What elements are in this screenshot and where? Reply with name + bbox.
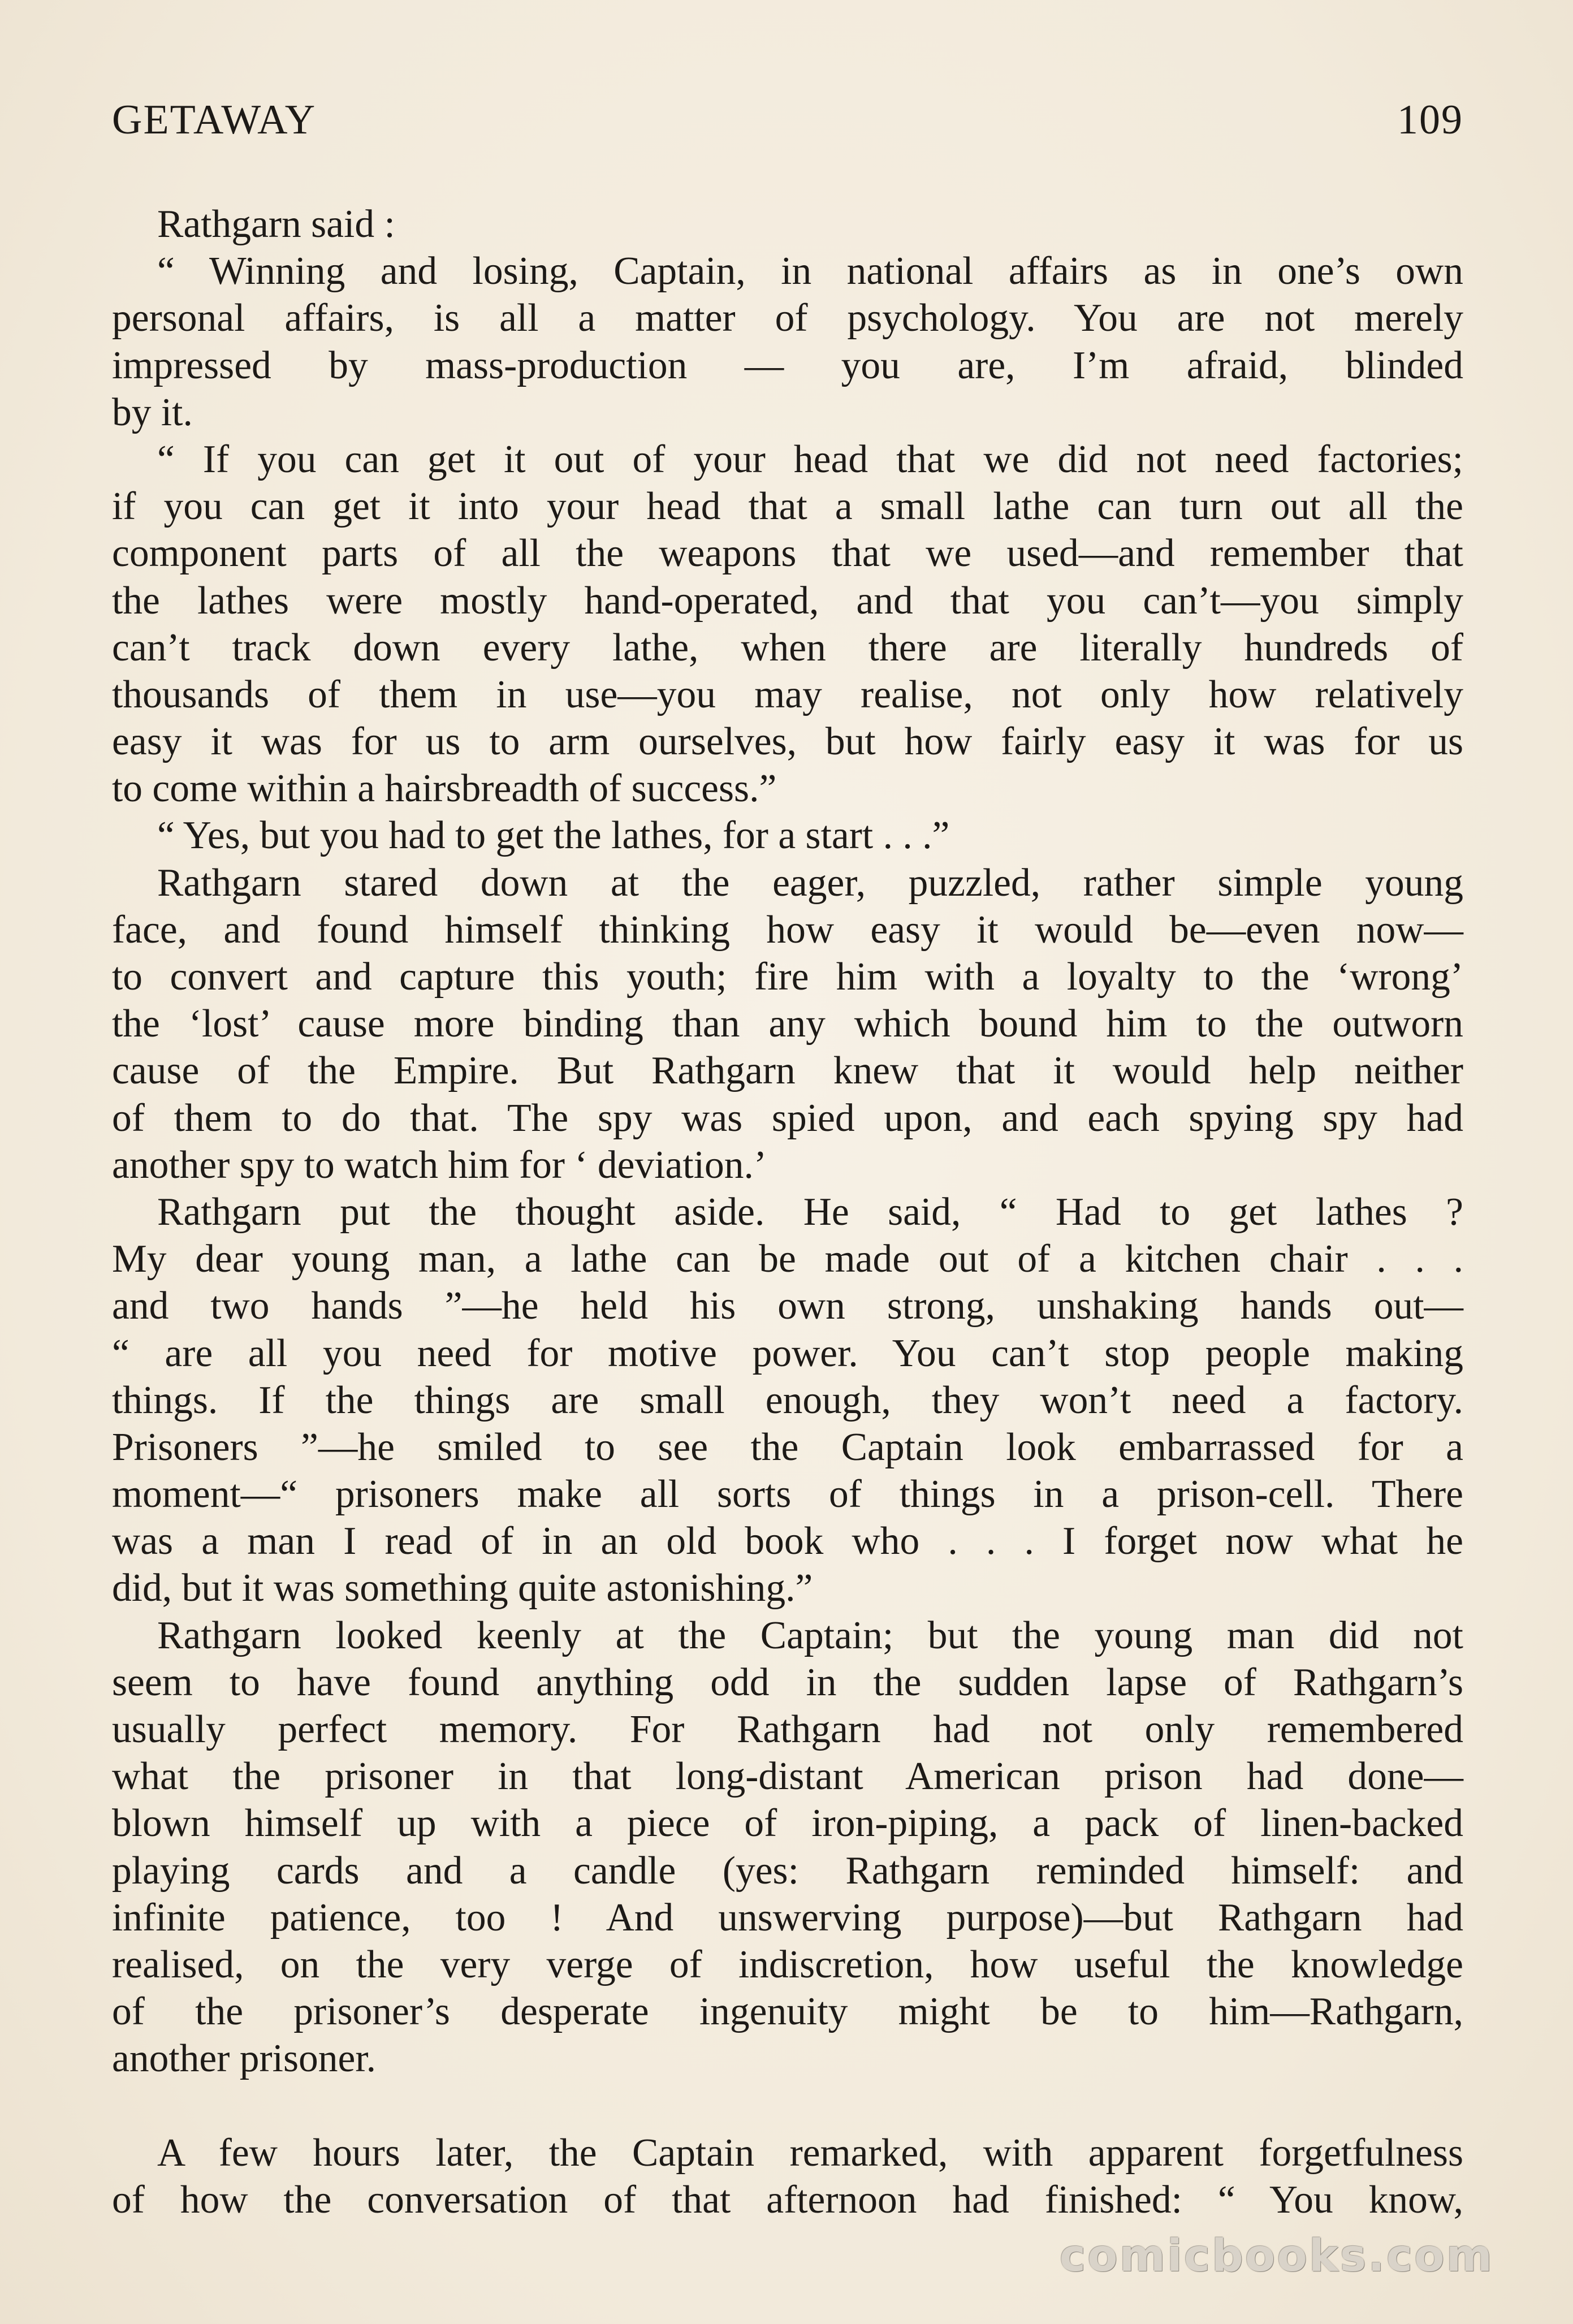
text-line: by it. <box>112 390 193 434</box>
text-line: of them to do that. The spy was spied upon, and each spying spy had <box>112 1096 1463 1140</box>
text-line: blown himself up with a piece of iron-piping, a pack of linen-backed <box>112 1802 1463 1846</box>
text-line: to convert and capture this youth; fire him with a loyalty to the ‘wrong’ <box>112 955 1463 999</box>
text-line: face, and found himself thinking how easy it would be—even now— <box>112 908 1463 952</box>
text-line: easy it was for us to arm ourselves, but how fairly easy it was for us <box>112 720 1463 764</box>
text-line: of the prisoner’s desperate ingenuity might be to him—Rathgarn, <box>112 1990 1463 2034</box>
text-line: if you can get it into your head that a small lathe can turn out all the <box>112 485 1463 529</box>
text-line: of how the conversation of that afternoon had finished: “ You know, <box>112 2178 1463 2222</box>
text-line: another spy to watch him for ‘ deviation.’ <box>112 1143 767 1187</box>
text-line: can’t track down every lathe, when there are literally hundreds of <box>112 625 1463 669</box>
text-line: impressed by mass-production — you are, I’m afraid, blinded <box>112 343 1463 387</box>
text-line: did, but it was something quite astonishing.” <box>112 1566 813 1610</box>
page-number: 109 <box>1397 97 1463 143</box>
text-line: Prisoners ”—he smiled to see the Captain look embarrassed for a <box>112 1425 1463 1469</box>
chapter-title: GETAWAY <box>112 97 317 143</box>
text-line: another prisoner. <box>112 2037 377 2081</box>
text-line: realised, on the very verge of indiscretion, how useful the knowledge <box>112 1942 1463 1986</box>
text-line: Rathgarn put the thought aside. He said, “ Had to get lathes ? <box>157 1190 1463 1234</box>
text-line: thousands of them in use—you may realise, not only how relatively <box>112 672 1463 716</box>
text-line: personal affairs, is all a matter of psychology. You are not merely <box>112 296 1463 340</box>
text-line: “ Winning and losing, Captain, in national affairs as in one’s own <box>157 249 1463 293</box>
text-line: My dear young man, a lathe can be made out of a kitchen chair . . . <box>112 1237 1463 1281</box>
text-line: playing cards and a candle (yes: Rathgarn reminded himself: and <box>112 1848 1463 1893</box>
text-line: “ If you can get it out of your head that we did not need factories; <box>157 437 1463 481</box>
text-line: “ are all you need for motive power. You can’t stop people making <box>112 1331 1463 1375</box>
text-line: Rathgarn stared down at the eager, puzzled, rather simple young <box>157 861 1463 905</box>
text-line: infinite patience, too ! And unswerving purpose)—but Rathgarn had <box>112 1895 1463 1939</box>
text-line: and two hands ”—he held his own strong, unshaking hands out— <box>112 1284 1463 1328</box>
text-line: usually perfect memory. For Rathgarn had not only remembered <box>112 1708 1463 1751</box>
text-line: to come within a hairsbreadth of success.” <box>112 767 777 811</box>
text-line: the ‘lost’ cause more binding than any which bound him to the outworn <box>112 1002 1463 1046</box>
text-line: moment—“ prisoners make all sorts of things in a prison-cell. There <box>112 1472 1463 1517</box>
text-line: what the prisoner in that long-distant American prison had done— <box>112 1755 1463 1799</box>
text-line: things. If the things are small enough, they won’t need a factory. <box>112 1378 1463 1422</box>
text-line: Rathgarn looked keenly at the Captain; but the young man did not <box>157 1613 1463 1657</box>
text-line: “ Yes, but you had to get the lathes, for a start . . .” <box>157 814 950 858</box>
text-line: was a man I read of in an old book who . . . I forget now what he <box>112 1519 1463 1563</box>
text-line: Rathgarn said : <box>157 202 395 246</box>
text-line: A few hours later, the Captain remarked, with apparent forgetfulness <box>157 2131 1463 2175</box>
text-line: seem to have found anything odd in the sudden lapse of Rathgarn’s <box>112 1660 1463 1704</box>
text-line: the lathes were mostly hand-operated, and that you can’t—you simply <box>112 578 1463 623</box>
watermark-logo: comicbooks.com <box>1059 2231 1494 2282</box>
body-text <box>112 201 1463 2223</box>
text-line: component parts of all the weapons that we used—and remember that <box>112 532 1463 576</box>
text-line: cause of the Empire. But Rathgarn knew that it would help neither <box>112 1049 1463 1093</box>
running-head <box>112 96 1463 153</box>
